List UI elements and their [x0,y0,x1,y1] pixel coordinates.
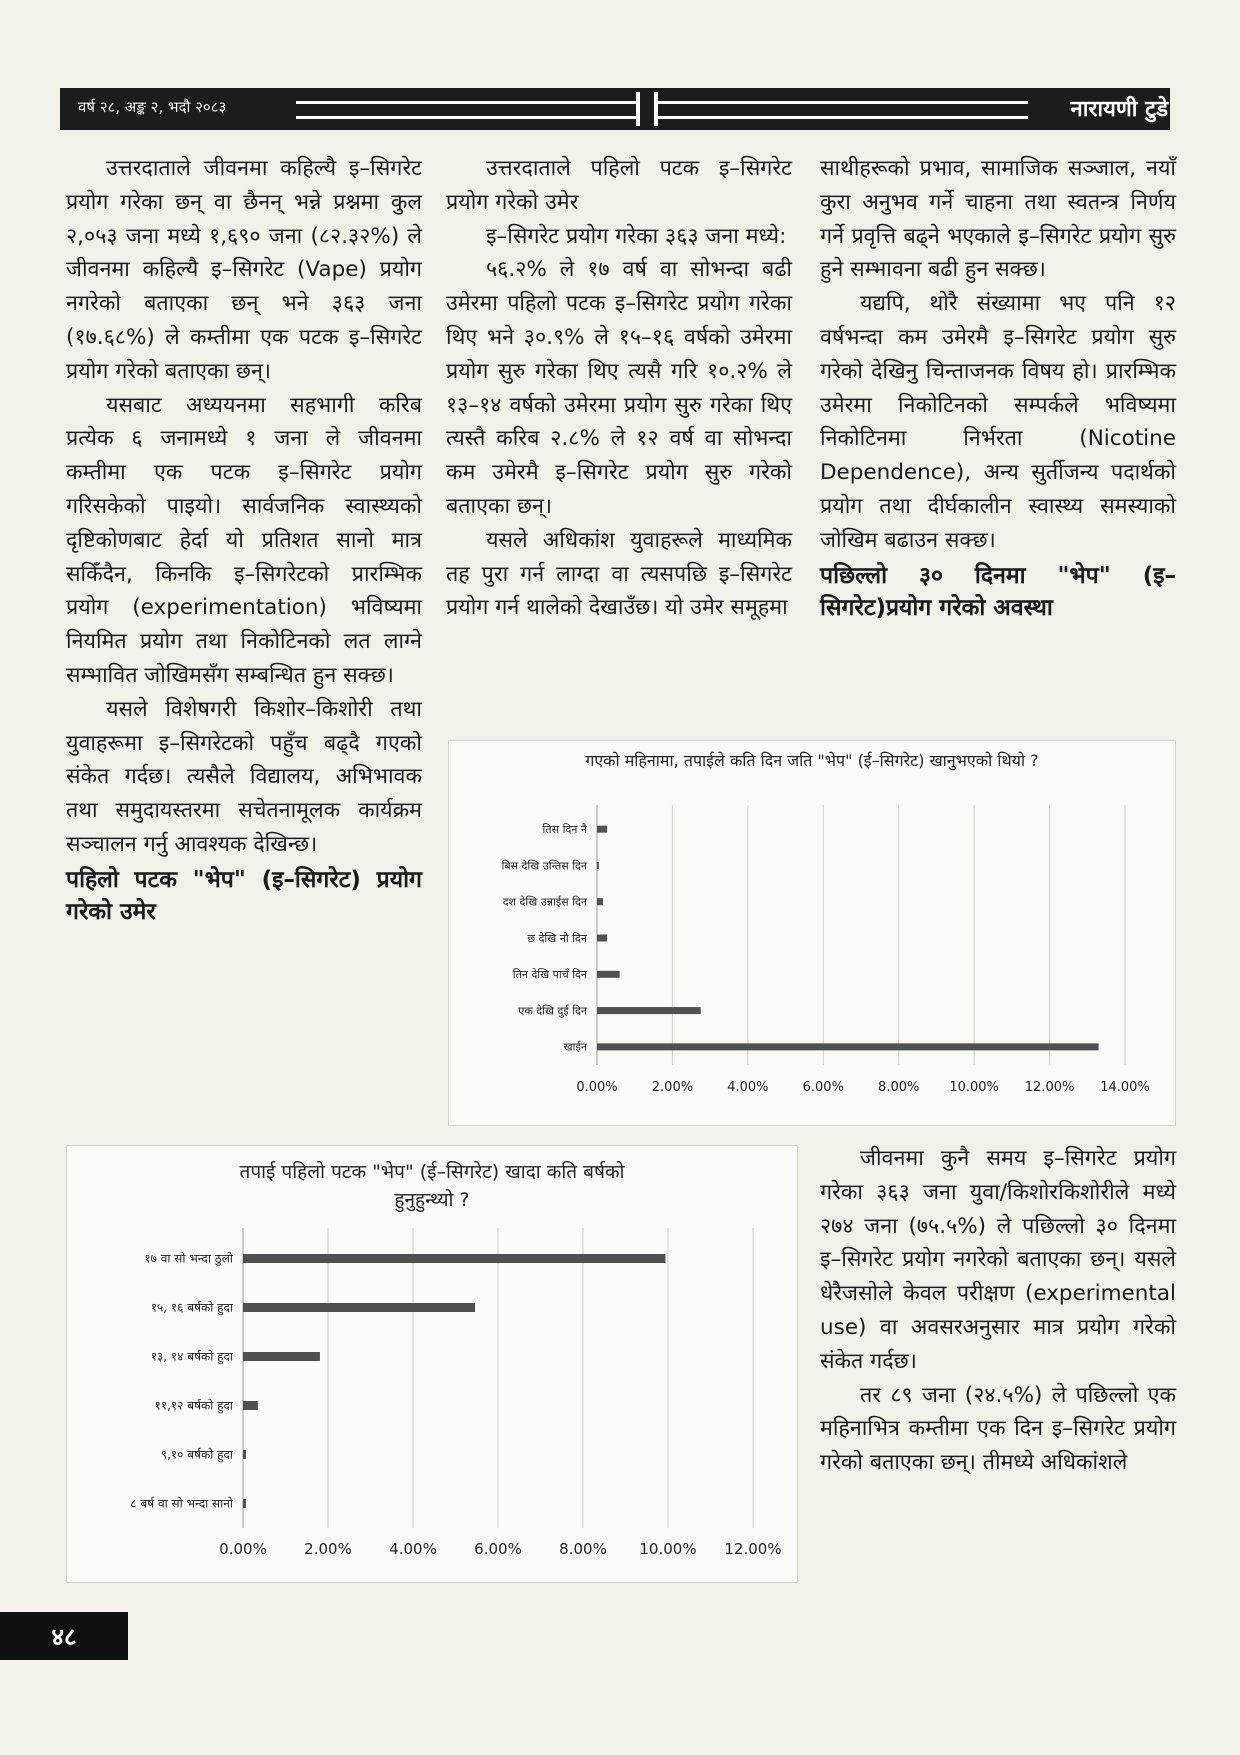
paragraph: तर ८९ जना (२४.५%) ले पछिल्लो एक महिनाभित्र कम्तीमा एक दिन इ–सिगरेट प्रयोग गरेको बताएका छन्। तीमध्ये अधिकांशले [820,1382,1176,1476]
tick-label: 4.00% [727,1080,769,1095]
tick-label: 0.00% [219,1540,267,1558]
category-label: ९,१० बर्षको हुदा [160,1447,233,1462]
tick-label: 4.00% [389,1540,437,1558]
tick-label: 8.00% [878,1080,920,1095]
chart-age-first-use [66,1145,798,1583]
category-label: तिन देखि पाचँ दिन [512,968,587,982]
bar [243,1303,475,1312]
category-label: तिस दिन नै [542,822,587,836]
paragraph: उत्तरदाताले पहिलो पटक इ–सिगरेट प्रयोग गरेको उमेर [446,156,792,215]
tick-label: 12.00% [724,1540,782,1558]
bar [243,1499,246,1508]
header-rule [658,101,1028,119]
bar [597,826,607,833]
article-column-2 [446,152,792,625]
category-label: बिस देखि उन्तिस दिन [501,859,587,873]
article-column-3 [820,152,1176,624]
section-heading: पछिल्लो ३० दिनमा "भेप" (इ–सिगरेट)प्रयोग गरेको अवस्था [820,562,1176,621]
tick-label: 6.00% [802,1080,844,1095]
category-label: एक देखि दुई दिन [518,1004,587,1018]
tick-label: 14.00% [1100,1080,1150,1095]
paragraph: ५६.२% ले १७ वर्ष वा सोभन्दा बढी उमेरमा पहिलो पटक इ–सिगरेट प्रयोग गरेका थिए भने ३०.९% ले १५–१६ वर्षको उमेरमा प्रयोग सुरु गरेका थिए त्यसै गरि १०.२% ले १३–१४ वर्षको उमेरमा प्रयोग सुरु गरेका थिए त्यस्तै करिब २.८% ले १२ वर्ष वा सोभन्दा कम उमेरमै इ–सिगरेट प्रयोग सुरु गरेको बताएका छन्। [446,257,792,519]
article-column-1 [66,152,422,928]
tick-label: 6.00% [474,1540,522,1558]
category-label: खाईन [563,1040,587,1054]
bar [243,1401,258,1410]
article-column-3-continued [820,1142,1176,1480]
chart-plot [67,1216,797,1586]
paragraph: इ–सिगरेट प्रयोग गरेका ३६३ जना मध्ये: [486,223,787,249]
chart-days-used-last-month [448,740,1176,1126]
tick-label: 2.00% [651,1080,694,1095]
bar [597,898,603,905]
paragraph: यसबाट अध्ययनमा सहभागी करिब प्रत्येक ६ जनामध्ये १ जना ले जीवनमा कम्तीमा एक पटक इ–सिगरेट प्रयोग गरिसकेको पाइयो। सार्वजनिक स्वास्थ्यको दृष्टिकोणबाट हेर्दा यो प्रतिशत सानो मात्र सकिँदैन, किनकि इ–सिगरेटको प्रारम्भिक प्रयोग (experimentation) भविष्यमा नियमित प्रयोग तथा निकोटिनको लत लाग्ने सम्भावित जोखिमसँग सम्बन्धित हुन सक्छ। [66,392,422,688]
category-label: १३, १४ बर्षको हुदा [150,1349,233,1364]
bar [597,1007,701,1014]
category-label: ८ बर्ष वा सो भन्दा सानो [130,1496,233,1511]
category-label: १७ वा सो भन्दा ठुलो [144,1251,233,1266]
chart-title: गएको महिनामा, तपाईले कति दिन जति "भेप" (ई–सिगरेट) खानुभएको थियो ? [585,751,1039,770]
paragraph: साथीहरूको प्रभाव, सामाजिक सञ्जाल, नयाँ कुरा अनुभव गर्ने चाहना तथा स्वतन्त्र निर्णय गर्ने प्रवृत्ति बढ्ने भएकाले इ–सिगरेट प्रयोग सुरु हुने सम्भावना बढी हुन सक्छ। [820,156,1176,283]
tick-label: 2.00% [304,1540,352,1558]
chart-plot [449,795,1175,1125]
bar [597,935,607,942]
bar [597,971,620,978]
section-heading: पहिलो पटक "भेप" (इ–सिगरेट) प्रयोग गरेको उमेर [66,866,422,925]
chart-title: तपाई पहिलो पटक "भेप" (ई–सिगरेट) खादा कति बर्षको हुनुहुन्थ्यो ? [239,1161,625,1211]
paragraph: उत्तरदाताले जीवनमा कहिल्यै इ–सिगरेट प्रयोग गरेका छन् वा छैनन् भन्ने प्रश्नमा कुल २,०५३ जना मध्ये १,६९० जना (८२.३२%) ले जीवनमा कहिल्यै इ–सिगरेट (Vape) प्रयोग नगरेको बताएका छन् भने ३६३ जना (१७.६८%) ले कम्तीमा एक पटक इ–सिगरेट प्रयोग गरेको बताएका छन्। [66,156,422,384]
issue-info: वर्ष २८, अङ्क २, भदौ २०८३ [78,98,227,116]
header-rule-center [636,92,658,126]
bar [243,1254,665,1263]
tick-label: 8.00% [559,1540,607,1558]
category-label: १५, १६ बर्षको हुदा [150,1300,233,1315]
paragraph: यसले विशेषगरी किशोर–किशोरी तथा युवाहरूमा इ–सिगरेटको पहुँच बढ्दै गएको संकेत गर्दछ। त्यसैले विद्यालय, अभिभावक तथा समुदायस्तरमा सचेतनामूलक कार्यक्रम सञ्चालन गर्नु आवश्यक देखिन्छ। [66,696,422,857]
bar [243,1450,246,1459]
tick-label: 0.00% [576,1080,618,1095]
tick-label: 10.00% [949,1080,999,1095]
bar [597,862,599,869]
paragraph: यद्यपि, थोरै संख्यामा भए पनि १२ वर्षभन्दा कम उमेरमै इ–सिगरेट प्रयोग सुरु गरेको देखिनु चिन्ताजनक विषय हो। प्रारम्भिक उमेरमा निकोटिनको सम्पर्कले भविष्यमा निकोटिनमा निर्भरता (Nicotine Dependence), अन्य सुर्तीजन्य पदार्थको प्रयोग तथा दीर्घकालीन स्वास्थ्य समस्याको जोखिम बढाउन सक्छ। [820,291,1176,553]
tick-label: 12.00% [1024,1080,1075,1095]
page-number: ४८ [0,1612,128,1660]
category-label: छ देखि नौ दिन [527,931,587,945]
paragraph: यसले अधिकांश युवाहरूले माध्यमिक तह पुरा गर्न लाग्दा वा त्यसपछि इ–सिगरेट प्रयोग गर्न थालेको देखाउँछ। यो उमेर समूहमा [446,527,792,621]
header-rule [296,101,636,119]
category-label: ११,१२ बर्षको हुदा [154,1398,233,1413]
category-label: दश देखि उन्नाईस दिन [502,895,587,909]
tick-label: 10.00% [639,1540,697,1558]
paragraph: जीवनमा कुनै समय इ–सिगरेट प्रयोग गरेका ३६३ जना युवा/किशोरकिशोरीले मध्ये २७४ जना (७५.५%) ले पछिल्लो ३० दिनमा इ–सिगरेट प्रयोग नगरेको बताएका छन्। यसले धेरैजसोले केवल परीक्षण (experimental use) वा अवसरअनुसार मात्र प्रयोग गरेको संकेत गर्दछ। [820,1146,1176,1374]
bar [243,1352,320,1361]
magazine-name: नारायणी टुडे [1070,97,1168,122]
bar [597,1043,1099,1050]
